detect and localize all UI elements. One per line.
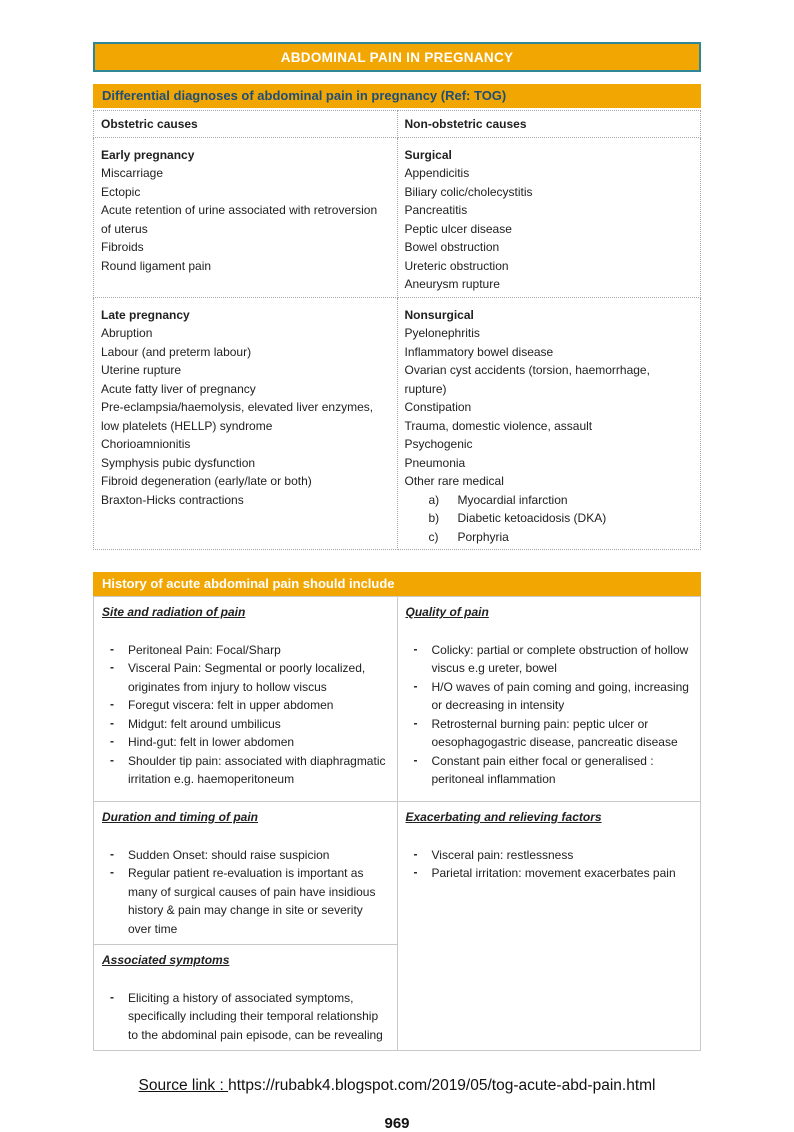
list-item: Ectopic: [101, 184, 141, 199]
list-item: Appendicitis: [404, 166, 470, 180]
list-item: Pre-eclampsia/haemolysis, elevated liver enzymes, low platelets (HELLP) syndrome: [101, 400, 374, 433]
cell-heading: Duration and timing of pain: [102, 810, 258, 824]
list-item: - Foregut viscera: felt in upper abdomen: [102, 696, 389, 715]
list-item: - Midgut: felt around umbilicus: [102, 715, 389, 734]
cell-heading: Early pregnancy: [101, 147, 195, 162]
cell-heading: Site and radiation of pain: [102, 605, 246, 619]
list-item: - Regular patient re-evaluation is important as many of surgical causes of pain have insidious history & pain may change in site or severity over time: [102, 864, 389, 938]
list-item: Round ligament pain: [101, 258, 212, 273]
list-item: Bowel obstruction: [404, 240, 500, 254]
quality-of-pain-list: [406, 641, 693, 789]
nonsurgical-cell: [397, 297, 701, 550]
nonsurgical-list: [405, 324, 694, 491]
list-item: b) Diabetic ketoacidosis (DKA): [428, 511, 607, 525]
section2-header: History of acute abdominal pain should include: [93, 572, 701, 596]
cell-heading: Nonsurgical: [404, 307, 474, 322]
list-item: - Colicky: partial or complete obstruction of hollow viscus e.g ureter, bowel: [406, 641, 693, 678]
list-item: - Sudden Onset: should raise suspicion: [102, 846, 389, 865]
list-item: - H/O waves of pain coming and going, increasing or decreasing in intensity: [406, 678, 693, 715]
page-number: 969: [384, 1115, 410, 1132]
table-row: [94, 802, 701, 945]
list-item: Pancreatitis: [404, 203, 468, 217]
table-row: [94, 597, 701, 802]
list-item: Constipation: [404, 400, 472, 414]
exacerbating-relieving-cell: [397, 802, 701, 1051]
list-item: Acute retention of urine associated with retroversion of uterus: [101, 203, 378, 236]
surgical-cell: [397, 137, 701, 297]
list-item: - Hind-gut: felt in lower abdomen: [102, 733, 389, 752]
differential-diagnoses-table: [93, 110, 701, 550]
list-item: Acute fatty liver of pregnancy: [101, 381, 256, 396]
source-link-label: Source link :: [138, 1077, 229, 1094]
exacerbating-relieving-list: [406, 846, 693, 883]
list-item: - Constant pain either focal or generalised : peritoneal inflammation: [406, 752, 693, 789]
table-row: [94, 297, 701, 550]
list-item: Braxton-Hicks contractions: [101, 492, 244, 507]
list-item: a) Myocardial infarction: [428, 492, 568, 507]
list-item: Pneumonia: [404, 455, 466, 470]
late-pregnancy-cell: [94, 297, 398, 550]
list-item: - Shoulder tip pain: associated with diaphragmatic irritation e.g. haemoperitoneum: [102, 752, 389, 789]
cell-heading: Late pregnancy: [101, 307, 190, 322]
site-radiation-cell: [94, 597, 398, 802]
column-header-non-obstetric: Non-obstetric causes: [397, 111, 701, 138]
early-pregnancy-list: [101, 164, 390, 275]
page-title: ABDOMINAL PAIN IN PREGNANCY: [280, 49, 514, 65]
column-header-obstetric: Obstetric causes: [94, 111, 398, 138]
associated-symptoms-list: [102, 989, 389, 1045]
list-item: Psychogenic: [404, 437, 473, 451]
cell-heading: Surgical: [404, 147, 452, 162]
source-line: [93, 1077, 701, 1095]
page-title-banner: [93, 42, 701, 72]
cell-heading: Quality of pain: [405, 605, 489, 619]
list-item: Symphysis pubic dysfunction: [101, 455, 256, 470]
cell-heading: Exacerbating and relieving factors: [405, 810, 602, 824]
table-row: [94, 137, 701, 297]
list-item: - Visceral Pain: Segmental or poorly localized, originates from injury to hollow viscus: [102, 659, 389, 696]
duration-timing-list: [102, 846, 389, 939]
quality-of-pain-cell: [397, 597, 701, 802]
early-pregnancy-cell: [94, 137, 398, 297]
surgical-list: [405, 164, 694, 294]
list-item: Ovarian cyst accidents (torsion, haemorrhage, rupture): [404, 363, 650, 396]
list-item: - Visceral pain: restlessness: [406, 846, 693, 865]
list-item: Trauma, domestic violence, assault: [404, 418, 593, 433]
list-item: - Parietal irritation: movement exacerbates pain: [406, 864, 693, 883]
late-pregnancy-list: [101, 324, 390, 509]
duration-timing-cell: [94, 802, 398, 945]
list-item: Ureteric obstruction: [404, 258, 509, 273]
associated-symptoms-cell: [94, 945, 398, 1051]
list-item: Pyelonephritis: [404, 326, 480, 340]
list-item: Abruption: [101, 326, 153, 340]
list-item: Fibroid degeneration (early/late or both): [101, 474, 312, 488]
list-item: c) Porphyria: [428, 529, 509, 544]
list-item: Uterine rupture: [101, 363, 182, 377]
list-item: - Retrosternal burning pain: peptic ulcer or oesophagogastric disease, pancreatic disease: [406, 715, 693, 752]
list-item: Chorioamnionitis: [101, 437, 191, 451]
list-item: Fibroids: [101, 240, 144, 254]
list-item: Other rare medical: [404, 474, 504, 488]
list-item: - Peritoneal Pain: Focal/Sharp: [102, 641, 389, 660]
nonsurgical-lettered-list: [405, 491, 694, 547]
cell-heading: Associated symptoms: [102, 953, 230, 967]
list-item: Inflammatory bowel disease: [404, 344, 554, 359]
section1-header: Differential diagnoses of abdominal pain in pregnancy (Ref: TOG): [93, 84, 701, 108]
list-item: - Eliciting a history of associated symptoms, specifically including their temporal relationship to the abdominal pain episode, can be revealing: [102, 989, 389, 1045]
table-header-row: [94, 111, 701, 138]
source-link-url[interactable]: https://rubabk4.blogspot.com/2019/05/tog-acute-abd-pain.html: [228, 1077, 656, 1094]
list-item: Labour (and preterm labour): [101, 344, 252, 359]
list-item: Aneurysm rupture: [404, 277, 500, 291]
history-of-pain-table: [93, 596, 701, 1051]
list-item: Miscarriage: [101, 166, 164, 180]
list-item: Biliary colic/cholecystitis: [404, 184, 533, 199]
site-radiation-list: [102, 641, 389, 789]
list-item: Peptic ulcer disease: [404, 221, 512, 236]
